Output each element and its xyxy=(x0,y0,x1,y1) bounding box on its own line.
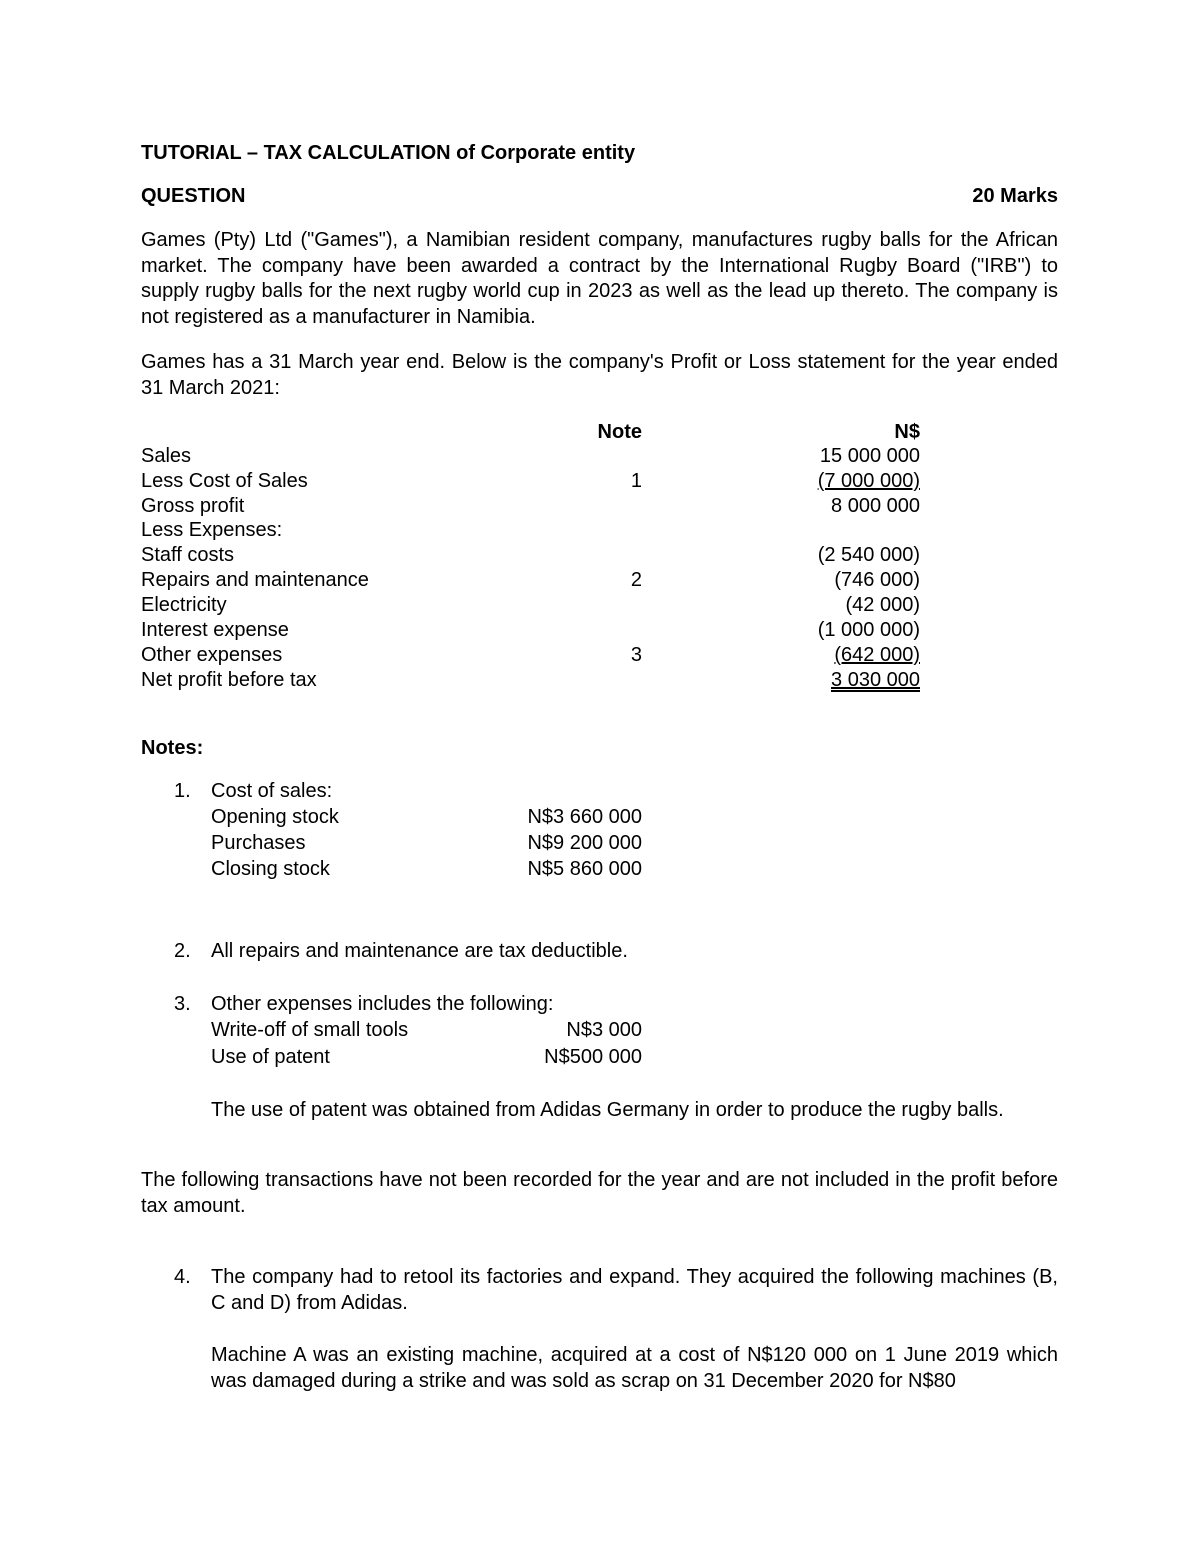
note-text: The company had to retool its factories and expand. They acquired the following machines (B, C and D) from Adidas. xyxy=(211,1266,1058,1314)
statement-row-label: Less Cost of Sales xyxy=(141,470,308,492)
statement-row-amount: (1 000 000) xyxy=(817,619,920,641)
note-item-value: N$5 860 000 xyxy=(527,858,642,880)
note-item-label: Use of patent xyxy=(211,1046,330,1068)
note-number: 4. xyxy=(174,1266,191,1288)
note-number: 2. xyxy=(174,940,191,962)
note-text: All repairs and maintenance are tax deductible. xyxy=(211,940,628,962)
statement-header-currency: N$ xyxy=(894,421,920,443)
statement-row-label: Staff costs xyxy=(141,544,235,566)
document-title: TUTORIAL – TAX CALCULATION of Corporate entity xyxy=(141,142,636,164)
note-item-value: N$500 000 xyxy=(544,1046,642,1068)
notes-heading: Notes: xyxy=(141,737,204,759)
note-item-label: Opening stock xyxy=(211,806,339,828)
note-item-value: N$3 000 xyxy=(566,1019,642,1041)
transactions-paragraph: The following transactions have not been recorded for the year and are not included in the profit before tax amount. xyxy=(141,1169,1058,1217)
statement-row-amount: 8 000 000 xyxy=(831,495,920,517)
statement-row-label: Sales xyxy=(141,445,192,467)
note-text: The use of patent was obtained from Adidas Germany in order to produce the rugby balls. xyxy=(211,1099,1004,1121)
note-item-value: N$9 200 000 xyxy=(527,832,642,854)
statement-row-amount: 3 030 000 xyxy=(831,669,920,691)
statement-row-label: Electricity xyxy=(141,594,227,616)
note-item-label: Write-off of small tools xyxy=(211,1019,409,1041)
statement-row-label: Other expenses xyxy=(141,644,283,666)
note-number: 3. xyxy=(174,993,191,1015)
statement-row-amount: (2 540 000) xyxy=(817,544,920,566)
statement-row-amount: 15 000 000 xyxy=(819,445,920,467)
note-item-label: Closing stock xyxy=(211,858,330,880)
note-number: 1. xyxy=(174,780,191,802)
statement-row-note: 2 xyxy=(630,569,642,591)
statement-row-label: Gross profit xyxy=(141,495,245,517)
note-item-value: N$3 660 000 xyxy=(527,806,642,828)
statement-row-amount: (42 000) xyxy=(845,594,920,616)
statement-row-label: Less Expenses: xyxy=(141,519,283,541)
statement-row-note: 3 xyxy=(630,644,642,666)
question-label: QUESTION xyxy=(141,185,246,207)
statement-row-amount: (7 000 000) xyxy=(817,470,920,492)
statement-row-amount: (642 000) xyxy=(834,644,920,666)
note-title: Other expenses includes the following: xyxy=(211,993,554,1015)
statement-row-amount: (746 000) xyxy=(834,569,920,591)
statement-header-note: Note xyxy=(597,421,642,443)
statement-row-label: Repairs and maintenance xyxy=(141,569,369,591)
statement-row-note: 1 xyxy=(630,470,642,492)
statement-row-label: Interest expense xyxy=(141,619,289,641)
machine-a-paragraph: Machine A was an existing machine, acquired at a cost of N$120 000 on 1 June 2019 which was damaged during a strike and was sold as scrap on 31 December 2020 for N$80 xyxy=(211,1344,1058,1392)
statement-row-label: Net profit before tax xyxy=(141,669,317,691)
note-item-label: Purchases xyxy=(211,832,306,854)
year-end-paragraph: Games has a 31 March year end. Below is the company's Profit or Loss statement for the year ended 31 March 2021: xyxy=(141,351,1058,399)
intro-paragraph: Games (Pty) Ltd ("Games"), a Namibian resident company, manufactures rugby balls for the African market. The company have been awarded a contract by the International Rugby Board ("IRB") to supply rugby balls for the next rugby world cup in 2023 as well as the lead up thereto. The company is not registered as a manufacturer in Namibia. xyxy=(141,229,1058,328)
note-title: Cost of sales: xyxy=(211,780,333,802)
marks-label: 20 Marks xyxy=(972,185,1058,207)
